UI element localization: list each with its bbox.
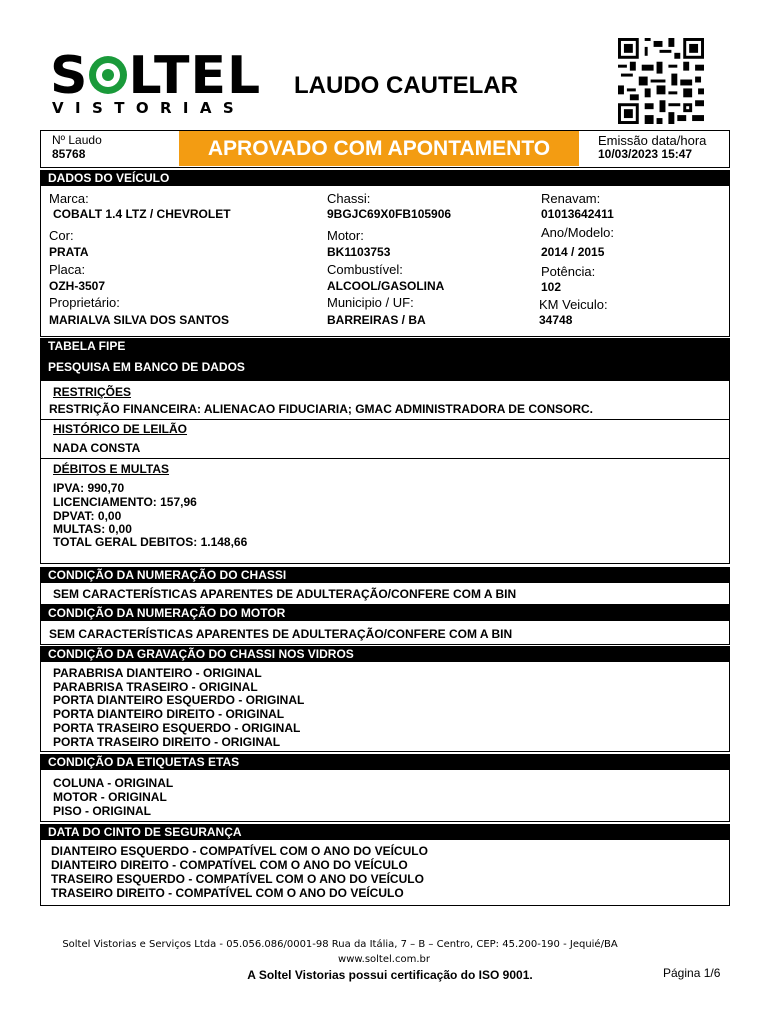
restricoes-box — [40, 380, 730, 420]
vidro-parabrisa-traseiro: PARABRISA TRASEIRO - ORIGINAL — [53, 680, 258, 694]
etiquetas-box — [40, 770, 730, 822]
combustivel-label: Combustível: — [327, 262, 403, 277]
vidro-porta-traseiro-direito: PORTA TRASEIRO DIREITO - ORIGINAL — [53, 735, 281, 749]
laudo-number-label: Nº Laudo — [52, 133, 102, 147]
municipio-value: BARREIRAS / BA — [327, 313, 426, 327]
debitos-title: DÉBITOS E MULTAS — [53, 462, 170, 476]
cinto-dianteiro-direito: DIANTEIRO DIREITO - COMPATÍVEL COM O ANO DO VEÍCULO — [51, 858, 408, 872]
qr-code-icon — [618, 38, 704, 124]
section-numeracao-chassi: CONDIÇÃO DA NUMERAÇÃO DO CHASSI — [40, 567, 730, 583]
renavam-label: Renavam: — [541, 191, 601, 206]
cor-label: Cor: — [49, 228, 74, 243]
debito-total: TOTAL GERAL DEBITOS: 1.148,66 — [53, 535, 248, 549]
footer-site: www.soltel.com.br — [338, 954, 430, 965]
marca-value: COBALT 1.4 LTZ / CHEVROLET — [53, 207, 231, 221]
cinto-traseiro-esquerdo: TRASEIRO ESQUERDO - COMPATÍVEL COM O ANO DO VEÍCULO — [51, 872, 424, 886]
section-tabela-fipe: TABELA FIPE — [40, 338, 730, 354]
section-gravacao-vidros: CONDIÇÃO DA GRAVAÇÃO DO CHASSI NOS VIDROS — [40, 646, 730, 662]
wheel-icon — [89, 56, 127, 94]
debito-ipva: IPVA: 990,70 — [53, 481, 125, 495]
logo-text: S LTEL — [50, 46, 262, 106]
logo-subtitle: VISTORIAS — [52, 99, 246, 117]
emissao-datetime: 10/03/2023 15:47 — [598, 147, 693, 161]
proprietario-value: MARIALVA SILVA DOS SANTOS — [49, 313, 230, 327]
vehicle-data-box — [40, 185, 730, 337]
chassi-value: 9BGJC69X0FB105906 — [327, 207, 452, 221]
chassi-label: Chassi: — [327, 191, 371, 206]
marca-label: Marca: — [49, 191, 89, 206]
vidro-porta-dianteiro-esquerdo: PORTA DIANTEIRO ESQUERDO - ORIGINAL — [53, 693, 305, 707]
debito-multas: MULTAS: 0,00 — [53, 522, 132, 536]
combustivel-value: ALCOOL/GASOLINA — [327, 279, 445, 293]
section-numeracao-motor: CONDIÇÃO DA NUMERAÇÃO DO MOTOR — [40, 605, 730, 621]
ano-label: Ano/Modelo: — [541, 225, 614, 240]
ano-value: 2014 / 2015 — [541, 245, 605, 259]
page-number: Página 1/6 — [663, 966, 721, 980]
etiqueta-coluna: COLUNA - ORIGINAL — [53, 776, 174, 790]
debitos-box — [40, 458, 730, 564]
motor-num-text: SEM CARACTERÍSTICAS APARENTES DE ADULTERAÇÃO/CONFERE COM A BIN — [49, 627, 513, 641]
emissao-label: Emissão data/hora — [598, 133, 707, 148]
footer-iso: A Soltel Vistorias possui certificação do ISO 9001. — [247, 968, 533, 982]
vidros-box — [40, 662, 730, 752]
municipio-label: Municipio / UF: — [327, 295, 414, 310]
cor-value: PRATA — [49, 245, 89, 259]
leilao-text: NADA CONSTA — [53, 441, 141, 455]
laudo-number: 85768 — [52, 147, 86, 161]
motor-value: BK1103753 — [327, 245, 391, 259]
section-cinto-seguranca: DATA DO CINTO DE SEGURANÇA — [40, 824, 730, 840]
leilao-title: HISTÓRICO DE LEILÃO — [53, 422, 188, 436]
placa-label: Placa: — [49, 262, 86, 277]
potencia-label: Potência: — [541, 264, 596, 279]
status-badge: APROVADO COM APONTAMENTO — [179, 131, 579, 166]
km-label: KM Veiculo: — [539, 297, 608, 312]
potencia-value: 102 — [541, 280, 562, 294]
document-title: LAUDO CAUTELAR — [294, 72, 518, 99]
km-value: 34748 — [539, 313, 573, 327]
chassi-num-box — [40, 583, 730, 605]
cinto-box — [40, 840, 730, 906]
cinto-dianteiro-esquerdo: DIANTEIRO ESQUERDO - COMPATÍVEL COM O ANO DO VEÍCULO — [51, 844, 428, 858]
cinto-traseiro-direito: TRASEIRO DIREITO - COMPATÍVEL COM O ANO DO VEÍCULO — [51, 886, 404, 900]
footer-company: Soltel Vistorias e Serviços Ltda - 05.056.086/0001-98 Rua da Itália, 7 – B – Centro, CEP: 45.200-190 - Jequié/BA — [62, 939, 618, 950]
etiqueta-motor: MOTOR - ORIGINAL — [53, 790, 167, 804]
debito-dpvat: DPVAT: 0,00 — [53, 509, 122, 523]
pesquisa-banco-dados: PESQUISA EM BANCO DE DADOS — [40, 354, 730, 380]
renavam-value: 01013642411 — [541, 207, 614, 221]
restricoes-title: RESTRIÇÕES — [53, 385, 132, 399]
etiqueta-piso: PISO - ORIGINAL — [53, 804, 152, 818]
section-dados-veiculo: DADOS DO VEÍCULO — [40, 170, 730, 186]
vidro-porta-dianteiro-direito: PORTA DIANTEIRO DIREITO - ORIGINAL — [53, 707, 285, 721]
chassi-num-text: SEM CARACTERÍSTICAS APARENTES DE ADULTERAÇÃO/CONFERE COM A BIN — [53, 587, 517, 601]
placa-value: OZH-3507 — [49, 279, 106, 293]
vidro-parabrisa-dianteiro: PARABRISA DIANTEIRO - ORIGINAL — [53, 666, 262, 680]
motor-num-box — [40, 621, 730, 645]
restricoes-text: RESTRIÇÃO FINANCEIRA: ALIENACAO FIDUCIARIA; GMAC ADMINISTRADORA DE CONSORC. — [49, 402, 593, 416]
vidro-porta-traseiro-esquerdo: PORTA TRASEIRO ESQUERDO - ORIGINAL — [53, 721, 301, 735]
debito-licenciamento: LICENCIAMENTO: 157,96 — [53, 495, 197, 509]
company-logo — [50, 48, 261, 104]
leilao-box — [40, 419, 730, 459]
section-etiquetas: CONDIÇÃO DA ETIQUETAS ETAS — [40, 754, 730, 770]
motor-label: Motor: — [327, 228, 364, 243]
proprietario-label: Proprietário: — [49, 295, 120, 310]
